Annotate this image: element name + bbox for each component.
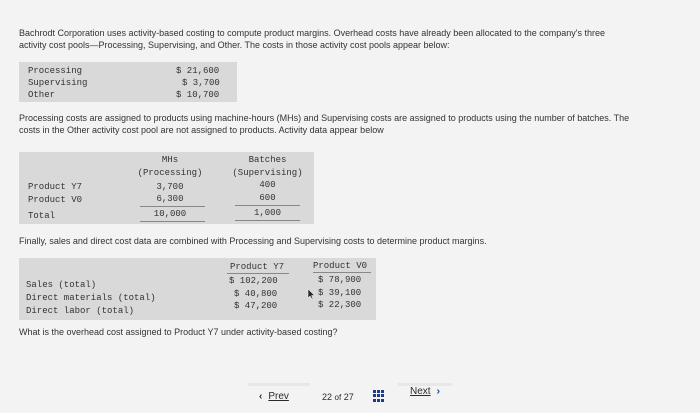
assign-line-1: Processing costs are assigned to products using machine-hours (MHs) and Supervising costs are assigned to products using the number of batches. The [19,113,630,123]
page-total: 27 [343,392,354,402]
row-label: Total [28,211,56,221]
row-label: Product V0 [28,195,83,205]
prev-button[interactable] [259,391,289,402]
cell-batches: 600 [259,193,276,203]
subtotal-rule [235,205,300,206]
cell-batches: 1,000 [253,208,281,218]
chevron-left-icon: ‹ [259,391,263,402]
cost-pool-amount: $ 3,700 [182,78,220,88]
cell-batches: 400 [259,180,276,190]
cost-pool-label: Other [28,90,56,100]
cell-mhs: 10,000 [153,209,187,219]
intro-line-2: activity cost pools—Processing, Supervising, and Other. The costs in those activity cost pools appear below: [19,40,450,50]
next-label: Next [410,386,431,397]
cell-v0: $ 22,300 [318,300,362,310]
cost-pool-label: Processing [28,66,83,76]
assign-line-2: costs in the Other activity cost pool are not assigned to products. Activity data appear below [19,125,384,135]
cell-mhs: 6,300 [156,194,184,204]
question-text: What is the overhead cost assigned to Product Y7 under activity-based costing? [19,327,338,337]
row-label: Direct materials (total) [26,293,156,303]
row-label: Product Y7 [28,182,83,192]
prev-label: Prev [268,391,289,402]
grid-icon[interactable] [373,390,385,402]
col-header-mhs: MHs [161,155,179,165]
total-rule [235,220,300,221]
col-subheader-mhs: (Processing) [137,168,203,178]
cost-pool-amount: $ 21,600 [176,66,220,76]
chevron-right-icon: › [436,386,440,397]
cell-v0: $ 39,100 [318,288,362,298]
page-current: 22 [322,392,333,402]
page-of: of [334,393,342,402]
prev-button-bg [248,383,310,386]
header-rule [227,273,289,274]
col-header-y7: Product Y7 [229,262,284,272]
next-button[interactable] [410,386,440,397]
finally-line: Finally, sales and direct cost data are combined with Processing and Supervising costs to determine product margins. [19,236,487,246]
row-label: Sales (total) [26,280,97,290]
subtotal-rule [140,206,205,207]
col-header-v0: Product V0 [312,261,367,271]
page-indicator [322,392,354,402]
header-rule [313,272,371,273]
cell-y7: $ 47,200 [234,301,278,311]
mouse-cursor-icon [307,289,316,299]
cost-pool-amount: $ 10,700 [176,90,220,100]
col-header-batches: Batches [248,155,287,165]
total-rule [140,221,205,222]
col-subheader-batches: (Supervising) [232,168,303,178]
cell-y7: $ 40,800 [234,289,278,299]
cost-pool-label: Supervising [28,78,88,88]
intro-line-1: Bachrodt Corporation uses activity-based costing to compute product margins. Overhead costs have already been allocated to the company's three [19,28,606,38]
cell-y7: $ 102,200 [229,276,278,286]
row-label: Direct labor (total) [26,306,135,316]
cell-mhs: 3,700 [156,182,184,192]
cell-v0: $ 78,900 [318,275,362,285]
